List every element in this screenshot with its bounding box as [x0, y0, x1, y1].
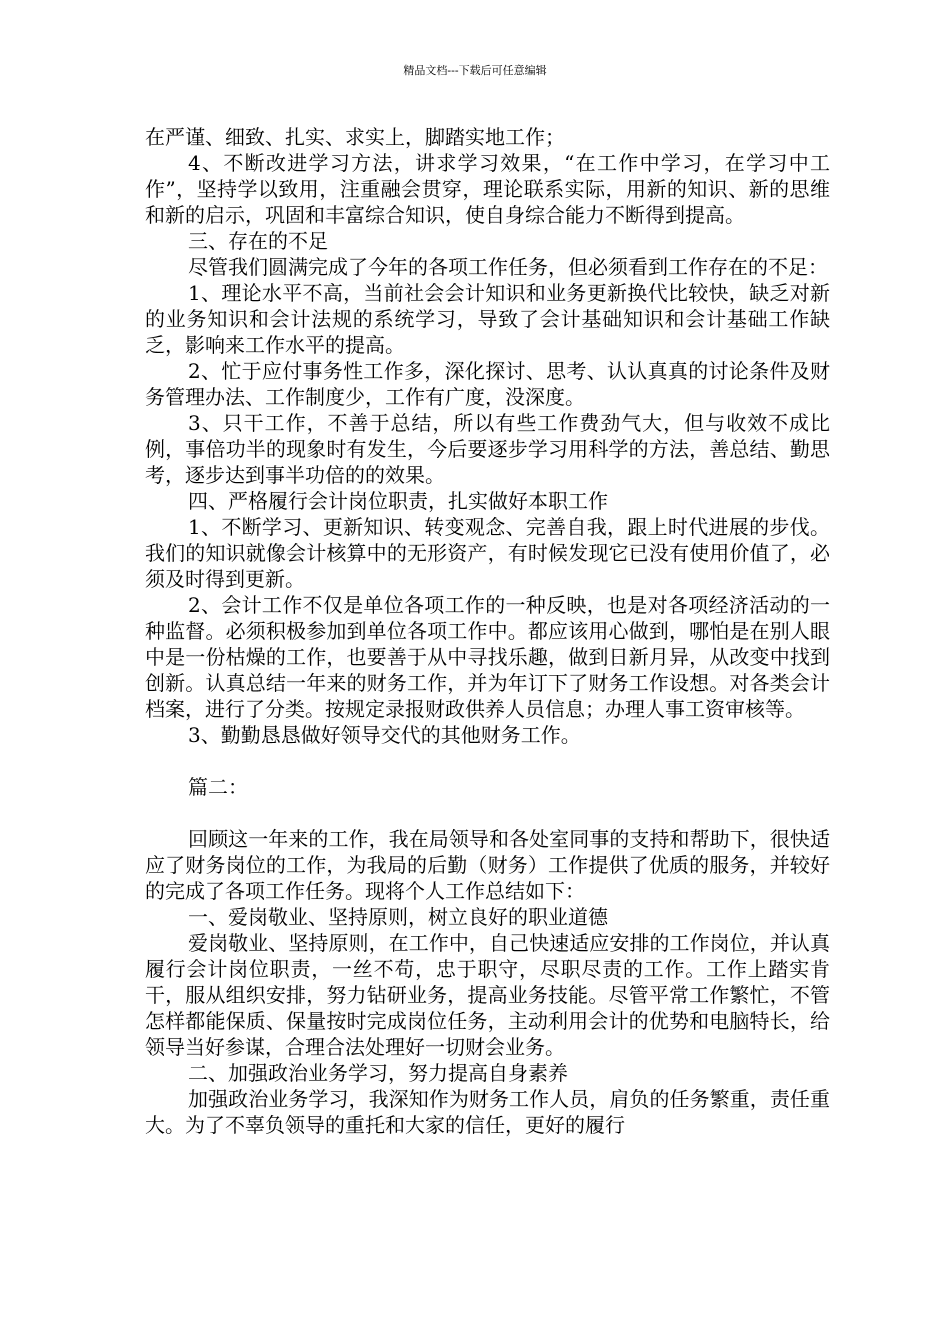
- paragraph: 3、勤勤恳恳做好领导交代的其他财务工作。: [188, 723, 581, 747]
- document-body: [145, 124, 830, 1138]
- paragraph: 尽管我们圆满完成了今年的各项工作任务，但必须看到工作存在的不足：: [188, 255, 828, 279]
- paragraph: 爱岗敬业、坚持原则，在工作中，自己快速适应安排的工作岗位，并认真履行会计岗位职责，一丝不苟，忠于职守，尽职尽责的工作。工作上踏实肯干，服从组织安排，努力钻研业务，提高业务技能。尽管平常工作繁忙，不管怎样都能保质、保量按时完成岗位任务，主动利用会计的优势和电脑特长，给领导当好参谋，合理合法处理好一切财会业务。: [145, 931, 830, 1059]
- paragraph: 2、会计工作不仅是单位各项工作的一种反映，也是对各项经济活动的一种监督。必须积极参加到单位各项工作中。都应该用心做到，哪怕是在别人眼中是一份枯燥的工作，也要善于从中寻找乐趣，做到日新月异，从改变中找到创新。认真总结一年来的财务工作，并为年订下了财务工作设想。对各类会计档案，进行了分类。按规定录报财政供养人员信息；办理人事工资审核等。: [145, 593, 830, 721]
- paragraph: 加强政治业务学习，我深知作为财务工作人员，肩负的任务繁重，责任重大。为了不辜负领导的重托和大家的信任，更好的履行: [145, 1087, 830, 1137]
- paragraph: 2、忙于应付事务性工作多，深化探讨、思考、认认真真的讨论条件及财务管理办法、工作制度少，工作有广度，没深度。: [145, 359, 830, 409]
- page-header: 精品文档---下载后可任意编辑: [403, 64, 547, 77]
- paragraph: 回顾这一年来的工作，我在局领导和各处室同事的支持和帮助下，很快适应了财务岗位的工作，为我局的后勤（财务）工作提供了优质的服务，并较好的完成了各项工作任务。现将个人工作总结如下：: [145, 827, 830, 903]
- section-heading: 三、存在的不足: [188, 229, 328, 253]
- section-heading: 二、加强政治业务学习，努力提高自身素养: [188, 1061, 568, 1085]
- paragraph: 3、只干工作，不善于总结，所以有些工作费劲气大，但与收效不成比例，事倍功半的现象时有发生，今后要逐步学习用科学的方法，善总结、勤思考，逐步达到事半功倍的的效果。: [145, 411, 830, 487]
- paragraph: 1、理论水平不高，当前社会会计知识和业务更新换代比较快，缺乏对新的业务知识和会计法规的系统学习，导致了会计基础知识和会计基础工作缺乏，影响来工作水平的提高。: [145, 281, 830, 357]
- section-heading: 一、爱岗敬业、坚持原则，树立良好的职业道德: [188, 905, 608, 929]
- section-heading: 四、严格履行会计岗位职责，扎实做好本职工作: [188, 489, 608, 513]
- paragraph: 1、不断学习、更新知识、转变观念、完善自我，跟上时代进展的步伐。我们的知识就像会计核算中的无形资产，有时候发现它已没有使用价值了，必须及时得到更新。: [145, 515, 830, 591]
- article-label: 篇二：: [188, 775, 248, 799]
- paragraph: 在严谨、细致、扎实、求实上，脚踏实地工作；: [145, 125, 565, 149]
- paragraph: 4、不断改进学习方法，讲求学习效果，“在工作中学习，在学习中工作”，坚持学以致用，注重融会贯穿，理论联系实际，用新的知识、新的思维和新的启示，巩固和丰富综合知识，使自身综合能力不断得到提高。: [145, 151, 830, 227]
